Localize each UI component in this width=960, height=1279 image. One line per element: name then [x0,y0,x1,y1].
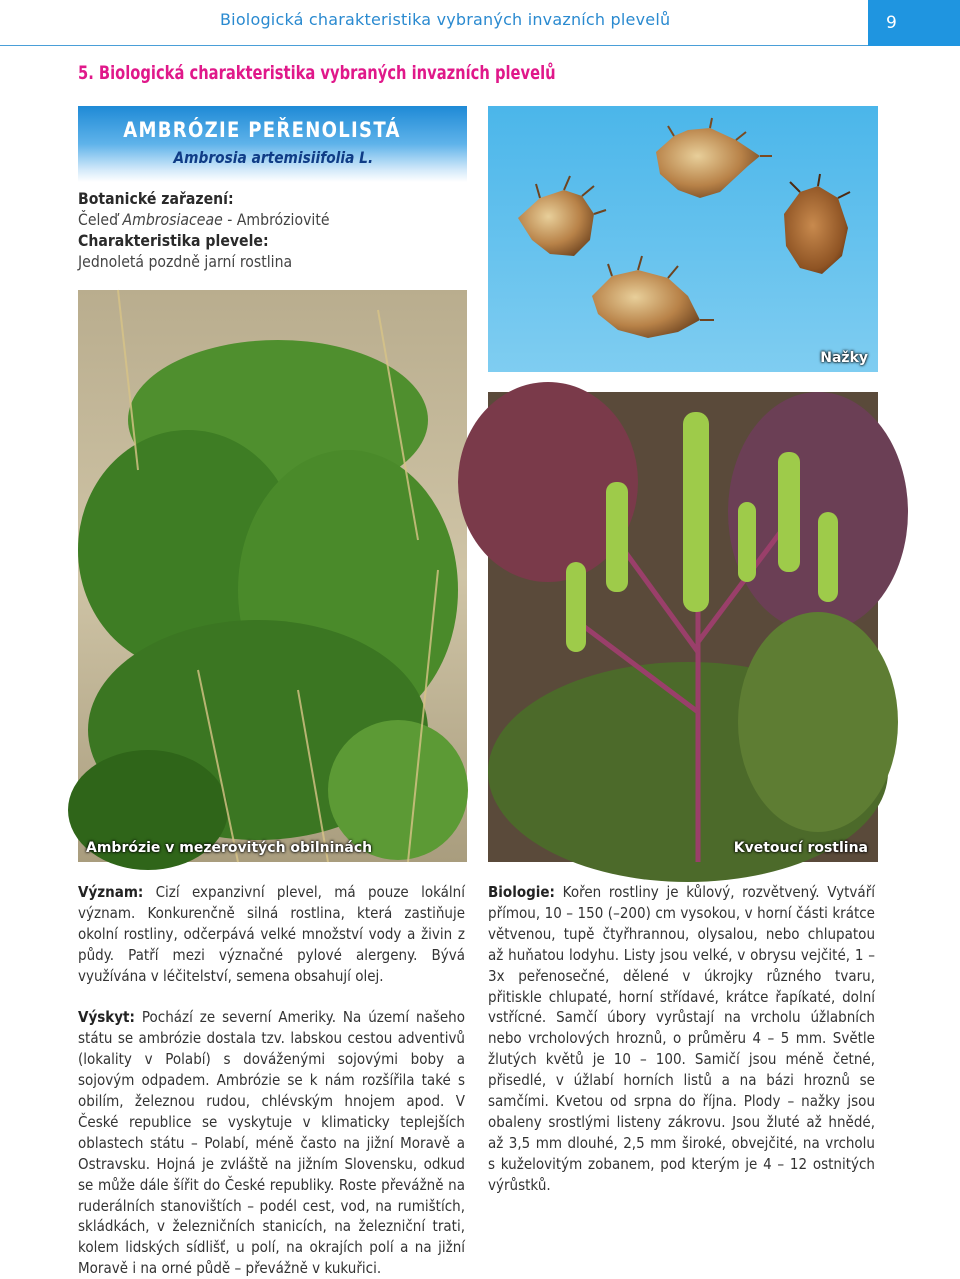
species-common-name: AMBRÓZIE PEŘENOLISTÁ [123,118,401,142]
species-latin-name: Ambrosia artemisiifolia L. [173,148,373,167]
seeds-photo [488,106,878,372]
running-title: Biologická charakteristika vybraných invazních plevelů [220,10,671,29]
vyznam-label: Význam: [78,883,144,901]
text-column-left [78,882,467,1278]
section-title: 5. Biologická charakteristika vybraných invazních plevelů [78,62,556,84]
vyskyt-paragraph [78,1007,465,1279]
biologie-paragraph [488,882,875,1196]
vyznam-paragraph [78,882,465,987]
species-banner [78,106,467,182]
characteristic-label: Charakteristika plevele: [78,231,269,250]
family-suffix: - Ambróziovité [222,210,330,229]
flowering-photo [488,392,878,862]
classification-block [78,188,364,272]
field-photo [78,290,467,862]
vyskyt-label: Výskyt: [78,1008,135,1027]
botanical-label: Botanické zařazení: [78,189,234,208]
text-column-right [488,882,878,1238]
header-rule [0,45,868,46]
characteristic-value: Jednoletá pozdně jarní rostlina [78,252,293,271]
page-number: 9 [868,0,960,46]
flowering-caption: Kvetoucí rostlina [733,840,868,856]
field-caption: Ambrózie v mezerovitých obilninách [86,840,373,856]
vyskyt-text: Pochází ze severní Ameriky. Na území našeho státu se ambrózie dostala tzv. labskou cestou adventivů (lokality v Polabí) s dováženými sojovými boby a sojovým odpadem. Ambrózie se k nám rozšířila také s obilím, železnou rudou, chlévským hnojem apod. V České republice se vyskytuje v klimaticky teplejších oblastech státu – Polabí, méně často na jižní Moravě a Ostravsku. Hojná je zvláště na jižním Slovensku, odkud se může dále šířit do České republiky. Roste převážně na ruderálních stanovištích – podél cest, vod, na rumištích, skládkách, v železničních stanicích, na železniční trati, kolem lidských sídlišť, u polí, na okrajích polí a na jižní Moravě i na orné půdě – převážně v kukuřici. [78,1008,466,1278]
family-prefix: Čeleď [78,210,123,229]
vyznam-text: Cizí expanzivní plevel, má pouze lokální význam. Konkurenčně silná rostlina, která zastiňuje okolní rostliny, odčerpává velké množství vody a živin z půdy. Patří mezi význačné pylové alergeny. Bývá využívána v léčitelství, semena obsahují olej. [78,883,465,985]
seeds-caption: Nažky [820,350,868,366]
biologie-label: Biologie: [488,883,555,901]
biologie-text: Kořen rostliny je kůlový, rozvětvený. Vytváří přímou, 10 – 150 (–200) cm vysokou, v horní části krátce větvenou, tupě čtyřhrannou, olysalou, nebo chlupatou až huňatou lodyhu. Listy jsou velké, v obrysu vejčité, 1 – 3x peřenosečné, dělené v úkrojky různého tvaru, přitiskle chlupaté, horní střídavé, krátce řapíkaté, dolní vstřícné. Samčí úbory vyrůstají na vrcholu úžlabních nebo vrcholových hroznů, o průměru 4 – 5 mm. Světle žlutých květů je 10 – 100. Samičí jsou méně četné, přisedlé, v úžlabí horních listů a na bázi hroznů se samčími. Kvetou od srpna do října. Plody – nažky jsou obaleny srostlými listeny zákrovu. Jsou žluté až hnědé, až 3,5 mm dlouhé, 2,5 mm široké, obvejčité, na vrcholu s kuželovitým zobanem, pod kterým je 4 – 12 ostnitých výrůstků. [488,883,875,1194]
family-latin: Ambrosiaceae [122,210,223,229]
